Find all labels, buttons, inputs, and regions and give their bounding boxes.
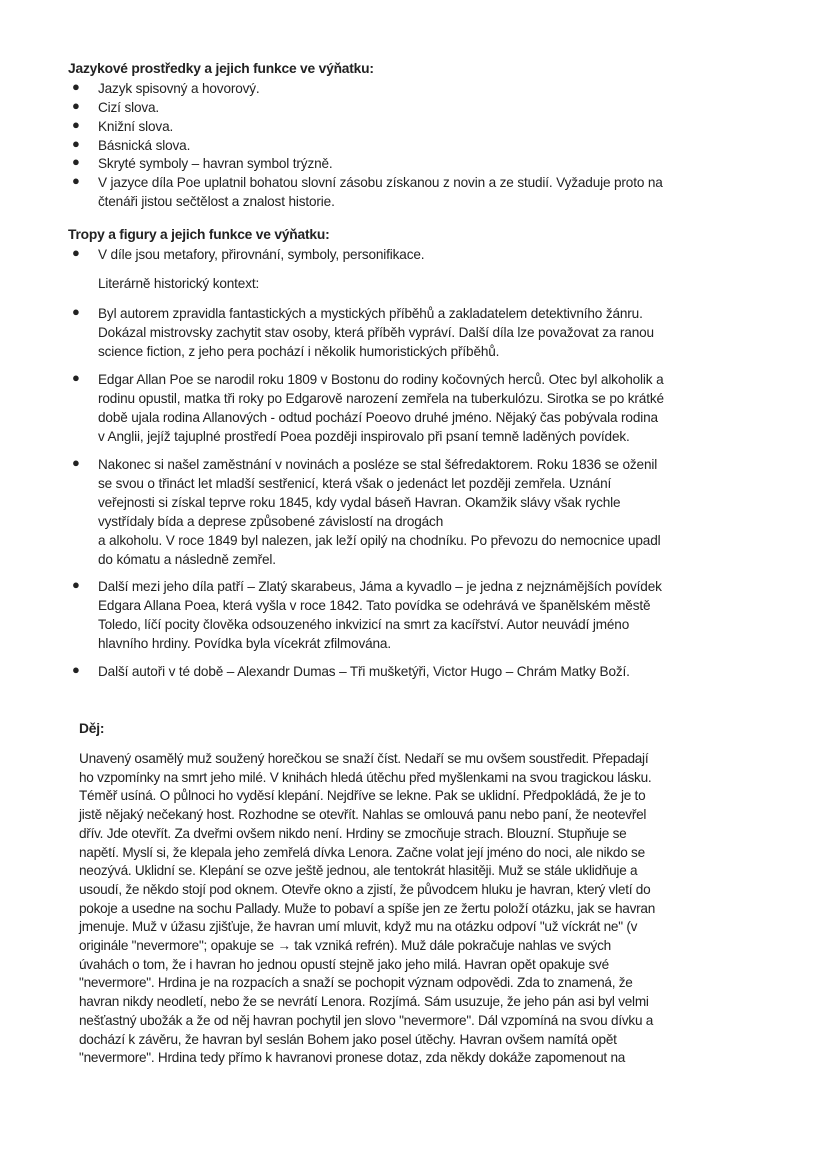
bullet-icon: ● — [72, 662, 80, 677]
bullet-icon: ● — [72, 173, 80, 188]
bullet-icon: ● — [72, 98, 80, 113]
section-heading-plot: Děj: — [79, 721, 105, 736]
bullet-icon: ● — [72, 136, 80, 151]
context-subheading: Literárně historický kontext: — [98, 276, 260, 291]
bullet-icon: ● — [72, 455, 80, 470]
bullet-icon: ● — [72, 577, 80, 592]
bullet-icon: ● — [72, 304, 80, 319]
section-heading-tropes: Tropy a figury a jejich funkce ve výňatku: — [68, 227, 330, 242]
document-page: Jazykové prostředky a jejich funkce ve výňatku: ● Jazyk spisovný a hovorový. ● Cizí slova. ● Knižní slova. ● Básnická slova. ● Skryté symboly – havran symbol trýzně. ● V jazyce díla Poe uplatnil bohatou slovní zásobu získanou z novin a ze studií. Vyžaduje proto na čtenáři jistou sečtělost a znalost historie. Tropy a figury a jejich funkce ve výňatku: ● V díle jsou metafory, přirovnání, symboly, personifikace. Literárně historický kontext: ● Byl autorem zpravidla fantastických a mystických příběhů a zakladatelem detektivního žánru. Dokázal mistrovsky zachytit stav osoby, která příběh vypráví. Další díla lze považovat za ranou science fiction, z jeho pera pochází i několik humoristických příběhů. ● Edgar Allan Poe se narodil roku 1809 v Bostonu do rodiny kočovných herců. Otec byl alkoholik a rodinu opustil, matka tři roky po Edgarově narození zemřela na tuberkulózu. Sirotka se po krátké době ujala rodina Allanových - odtud pochází Poeovo druhé jméno. Nějaký čas pobývala rodina v Anglii, jejíž tajuplné prostředí Poea později inspirovalo při psaní temně laděných povídek. ● Nakonec si našel zaměstnání v novinách a posléze se stal šéfredaktorem. Roku 1836 se oženil se svou o třináct let mladší sestřenicí, která však o jedenáct let později zemřela. Uznání veřejnosti si získal teprve roku 1845, kdy vydal báseň Havran. Okamžik slávy však rychle vystřídaly bída a deprese způsobené závislostí na drogách a alkoholu. V roce 1849 byl nalezen, jak leží opilý na chodníku. Po převozu do nemocnice upadl do kómatu a následně zemřel. ● Další mezi jeho díla patří – Zlatý skarabeus, Jáma a kyvadlo – je jedna z nejznámějších povídek Edgara Allana Poea, která vyšla v roce 1842. Tato povídka se odehrává ve španělském městě Toledo, líčí pocity člověka odsouzeného inkvizicí na smrt za kacířství. Autor neuvádí jméno hlavního hrdiny. Povídka byla vícekrát zfilmována. ● Další autoři v té době – Alexandr Dumas – Tři mušketýři, Victor Hugo – Chrám Matky Boží. Děj: Unavený osamělý muž soužený horečkou se snaží číst. Nedaří se mu ovšem soustředit. Přepadají ho vzpomínky na smrt jeho milé. V knihách hledá útěchu před myšlenkami na svou tragickou lásku. Téměř usíná. O půlnoci ho vyděsí klepání. Nejdříve se lekne. Pak se uklidní. Předpokládá, že je to jistě nějaký nečekaný host. Rozhodne se otevřít. Nahlas se omlouvá panu nebo paní, že neotevřel dřív. Jde otevřít. Za dveřmi ovšem nikdo není. Hrdiny se zmocňuje strach. Blouzní. Stupňuje se napětí. Myslí si, že klepala jeho zemřelá dívka Lenora. Začne volat její jméno do noci, ale nikdo se neozývá. Uklidní se. Klepání se ozve ještě jednou, ale tentokrát hlasitěji. Muž se stále uklidňuje a usoudí, že někdo stojí pod oknem. Otevře okno a zjistí, že původcem hluku je havran, který vletí do pokoje a usedne na sochu Pallady. Muže to pobaví a spíše jen ze žertu položí otázku, jak se havran jmenuje. Muž v úžasu zjišťuje, že havran umí mluvit, když mu na otázku odpoví "už víckrát ne" (v originále "nevermore"; opakuje se → tak vzniká refrén). Muž dále pokračuje nahlas ve svých úvahách o tom, že i havran ho jednou opustí stejně jako jeho milá. Havran opět opakuje své "nevermore". Hrdina je na rozpacích a snaží se pochopit význam odpovědi. Zda to znamená, že havran nikdy neodletí, nebo že se nevrátí Lenora. Rozjímá. Sám usuzuje, že jeho pán asi byl velmi nešťastný ubožák a že od něj havran pochytil jen slovo "nevermore". Dál vzpomíná na svou dívku a dochází k závěru, že havran byl seslán Bohem jako posel útěchy. Havran ovšem namítá opět "nevermore". Hrdina tedy přímo k havranovi pronese dotaz, zda někdy dokáže zapomenout na — [0, 0, 828, 1171]
bullet-icon: ● — [72, 154, 80, 169]
bullet-icon: ● — [72, 370, 80, 385]
section-heading-language: Jazykové prostředky a jejich funkce ve výňatku: — [68, 61, 374, 76]
bullet-icon: ● — [72, 245, 80, 260]
bullet-icon: ● — [72, 79, 80, 94]
plot-paragraph: Unavený osamělý muž soužený horečkou se snaží číst. Nedaří se mu ovšem soustředit. Přepadají ho vzpomínky na smrt jeho milé. V knihách hledá útěchu před myšlenkami na svou tragickou lásku. Téměř usíná. O půlnoci ho vyděsí klepání. Nejdříve se lekne. Pak se uklidní. Předpokládá, že je to jistě nějaký nečekaný host. Rozhodne se otevřít. Nahlas se omlouvá panu nebo paní, že neotevřel dřív. Jde otevřít. Za dveřmi ovšem nikdo není. Hrdiny se zmocňuje strach. Blouzní. Stupňuje se napětí. Myslí si, že klepala jeho zemřelá dívka Lenora. Začne volat její jméno do noci, ale nikdo se neozývá. Uklidní se. Klepání se ozve ještě jednou, ale tentokrát hlasitěji. Muž se stále uklidňuje a usoudí, že někdo stojí pod oknem. Otevře okno a zjistí, že původcem hluku je havran, který vletí do pokoje a usedne na sochu Pallady. Muže to pobaví a spíše jen ze žertu položí otázku, jak se havran jmenuje. Muž v úžasu zjišťuje, že havran umí mluvit, když mu na otázku odpoví "už víckrát ne" (v originále "nevermore"; opakuje se → tak vzniká refrén). Muž dále pokračuje nahlas ve svých úvahách o tom, že i havran ho jednou opustí stejně jako jeho milá. Havran opět opakuje své "nevermore". Hrdina je na rozpacích a snaží se pochopit význam odpovědi. Zda to znamená, že havran nikdy neodletí, nebo že se nevrátí Lenora. Rozjímá. Sám usuzuje, že jeho pán asi byl velmi nešťastný ubožák a že od něj havran pochytil jen slovo "nevermore". Dál vzpomíná na svou dívku a dochází k závěru, že havran byl seslán Bohem jako posel útěchy. Havran ovšem namítá opět "nevermore". Hrdina tedy přímo k havranovi pronese dotaz, zda někdy dokáže zapomenout na — [79, 751, 656, 1066]
bullet-icon: ● — [72, 117, 80, 132]
